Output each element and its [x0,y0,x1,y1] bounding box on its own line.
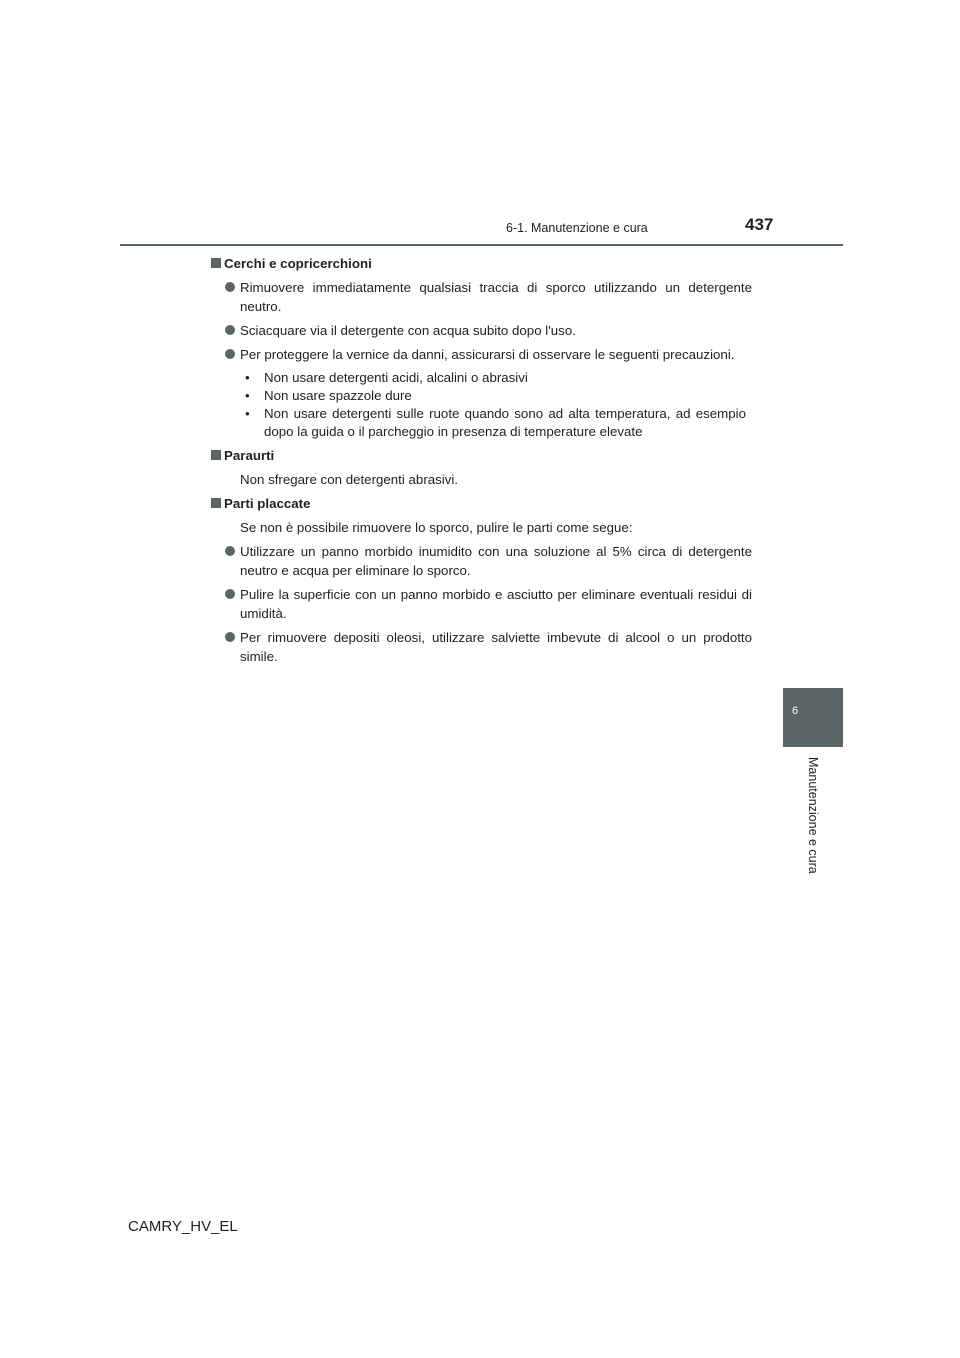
square-bullet-icon [211,258,221,268]
circle-bullet-icon [225,632,235,642]
section-heading-placcate: Parti placcate [210,494,752,513]
page-number: 437 [745,215,774,234]
list-item: Pulire la superficie con un panno morbido e asciutto per eliminare eventuali residui di umidità. [210,585,752,623]
section-heading-paraurti: Paraurti [210,446,752,465]
dot-bullet-icon: • [245,370,250,385]
chapter-tab [783,688,843,747]
sub-list-item: • Non usare detergenti acidi, alcalini o abrasivi [245,370,528,385]
chapter-label: Manutenzione e cura [806,757,820,874]
circle-bullet-icon [225,546,235,556]
square-bullet-icon [211,498,221,508]
circle-bullet-icon [225,282,235,292]
circle-bullet-icon [225,349,235,359]
paragraph: Non sfregare con detergenti abrasivi. [240,472,459,487]
square-bullet-icon [211,450,221,460]
running-header: 6-1. Manutenzione e cura [506,221,648,235]
list-item: Rimuovere immediatamente qualsiasi traccia di sporco utilizzando un detergente neutro. [210,278,752,316]
chapter-number: 6 [791,705,799,717]
list-item: Sciacquare via il detergente con acqua subito dopo l'uso. [210,321,752,340]
dot-bullet-icon: • [245,388,250,403]
sub-list-item: • Non usare detergenti sulle ruote quando sono ad alta temperatura, ad esempio dopo la guida o il parcheggio in presenza di temperature elevate [245,406,746,439]
circle-bullet-icon [225,589,235,599]
circle-bullet-icon [225,325,235,335]
section-heading-cerchi: Cerchi e copricerchioni [210,254,752,273]
page-content [210,254,752,671]
document-code: CAMRY_HV_EL [128,1218,238,1235]
list-item: Utilizzare un panno morbido inumidito con una soluzione al 5% circa di detergente neutro e acqua per eliminare lo sporco. [210,542,752,580]
dot-bullet-icon: • [245,406,250,421]
precautions-list [210,369,752,441]
list-item: Per rimuovere depositi oleosi, utilizzare salviette imbevute di alcool o un prodotto simile. [210,628,752,666]
sub-list-item: • Non usare spazzole dure [245,388,412,403]
list-item: Per proteggere la vernice da danni, assicurarsi di osservare le seguenti precauzioni. [210,345,752,364]
paragraph: Se non è possibile rimuovere lo sporco, pulire le parti come segue: [240,520,633,535]
header-divider [120,244,843,246]
